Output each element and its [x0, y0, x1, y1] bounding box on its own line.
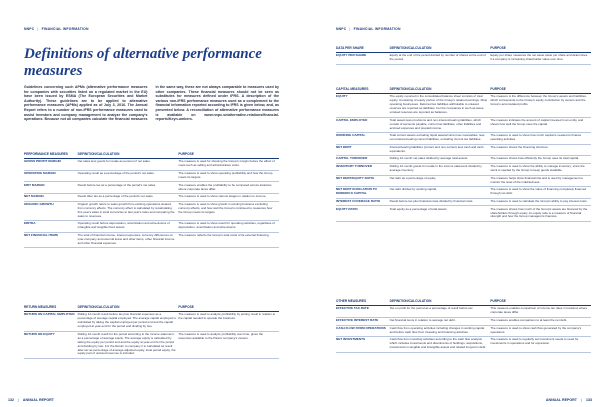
running-head-left — [24, 27, 89, 31]
column-header: DEFINITION/CALCULATION — [390, 87, 491, 94]
definition-cell: Result after tax as a percentage of the period's net sales. — [78, 194, 179, 202]
purpose-cell: The measure enables comparison to at least the net debt. — [490, 317, 591, 325]
measure-name: WORKING CAPITAL — [336, 133, 390, 145]
measure-name: EFFECTIVE INTEREST RATE — [336, 317, 390, 325]
return-measures-table — [24, 305, 279, 359]
definition-cell: Rolling 12-month net sales divided by average total assets. — [390, 156, 491, 164]
running-head-brand: NNPC — [24, 27, 35, 31]
purpose-cell: The measure is used to show how much capital is needed to finance operating activities. — [490, 133, 591, 145]
footer-separator: | — [580, 398, 582, 402]
purpose-cell: The measure is used to show result for operating activities, regardless of depreciation, amortization and write-downs. — [178, 221, 279, 233]
measure-name: RETURN ON CAPITAL EMPLOYED — [24, 312, 78, 331]
definition-cell: Result before tax plus financial costs divided by financial costs. — [390, 198, 491, 206]
column-header: PURPOSE — [490, 46, 591, 53]
table-header-row — [24, 152, 279, 159]
table-row — [336, 317, 591, 325]
table-row — [336, 337, 591, 353]
column-header: PERFORMANCE MEASURES — [24, 152, 78, 159]
table-row — [24, 182, 279, 194]
definition-cell: Organic growth refers to sales growth from existing operations cleared from currency effects. The currency effect is calculated by recalculating this year's sales in local currencies to last year's rates and comparing the sales to revenues. — [78, 201, 179, 220]
table-row — [336, 306, 591, 318]
purpose-cell: The measure is the difference between the Group's assets and liabilities, which corresponds to the Group's equity contribution by owners and the Group's accumulated profits. — [490, 94, 591, 117]
definition-cell: Operating result before depreciation, amortization and write-downs of intangible and tangible fixed assets. — [78, 221, 179, 233]
running-head-section: FINANCIAL INFORMATION — [41, 27, 89, 31]
capital-measures-table — [336, 87, 591, 222]
other-measures-table — [336, 299, 591, 353]
purpose-cell: The measure is used to show the ability to manage inventory; since the stock is needed by the Group to keep goods available. — [490, 163, 591, 175]
column-header: RETURN MEASURES — [24, 305, 78, 312]
footer-label: ANNUAL REPORT — [22, 398, 54, 402]
table-row — [336, 144, 591, 156]
measure-name: CASH FLOW FROM OPERATIONS — [336, 325, 390, 337]
table-row — [336, 53, 591, 65]
table-row — [24, 159, 279, 171]
table-row — [24, 331, 279, 358]
running-head-separator: | — [37, 27, 39, 31]
table-row — [336, 325, 591, 337]
table-row — [336, 175, 591, 187]
definition-cell: Result before tax as a percentage of the period's net sales. — [78, 182, 179, 194]
column-header: DEFINITION/CALCULATION — [390, 299, 491, 306]
measure-name: NET MARGIN — [24, 194, 78, 202]
measure-name: EQUITY — [336, 94, 390, 117]
measure-name: NET DEBT — [336, 144, 390, 156]
purpose-cell: The measure is used to show the value of financing completely financed through net debt. — [490, 187, 591, 199]
definition-cell: Tax on profit for the period as a percentage of result before tax. — [390, 306, 491, 318]
purpose-cell: The measure is used to analyze profitability by putting result in relation to the capital needed to operate the business. — [178, 312, 279, 331]
purpose-cell: The measure is used to show operating profitability and how the Group meets its targets. — [178, 170, 279, 182]
table-row — [336, 156, 591, 164]
table-row — [24, 232, 279, 248]
definition-cell: The total of financial income, interest expenses, currency differences on inter-company and external loans and other items, other financial income and other financial expenses. — [78, 232, 179, 248]
table-row — [336, 206, 591, 222]
purpose-cell: The measure is used to analyze profitability over time, given the resources available to the Parent company's owners. — [178, 331, 279, 358]
definition-cell: Equity at the end of the period divided by number of shares at the end of the period. — [390, 53, 491, 65]
purpose-cell: The measure is used to show growth in existing business excluding currency effects, and how well the Group's continued to measures how the Group meets its targets. — [178, 201, 279, 220]
purpose-cell: Equity per share measures the net asset value per share and determines if a company is increasing shareholder value over time. — [490, 53, 591, 65]
measure-name: CAPITAL EMPLOYED — [336, 117, 390, 133]
intro-paragraph: Guidelines concerning such APMs (alternative performance measures for companies with securities listed on a regulated market in the EU) have been issued by ESMA (The European Securities and Market Authority). These guidelines are to be applied to alternative performance measures (APMs) applied as of July 3, 2016. The Annual Report refers to a number of non-IFRS performance measures used to assist investors and company management to analyze the company's operations. Because not all companies calculate the financial measures in the same way, these are not always comparable to measures used by other companies. These financial measures should not be seen as substitutes for measures defined under IFRS. A description of the various non-IFRS performance measures used as a complement to the financial information reported according to IFRS is given below, and, as presented below. A reconciliation of alternative performance measures is available on www.nnpc.se/alternative-relations/financial-reports/Keyn-umbers. — [24, 85, 279, 122]
column-header: CAPITAL MEASURES — [336, 87, 390, 94]
table-row — [336, 163, 591, 175]
table-row — [24, 221, 279, 233]
measure-name: INVENTORY TURNOVER — [336, 163, 390, 175]
definition-cell: The equity reported in the consolidated balance sheet consists of total equity. Consisting of equity portion of the Group's retained earnings. Most operating businesses. Deferred tax liabilities attributable to untaxed reserves are reported as liabilities. For the companies in such as taxes, untaxed reserves are reported as balances. — [390, 94, 491, 117]
column-header: PURPOSE — [490, 299, 591, 306]
definition-cell: Cash flow from investing activities according to the cash flow analysis which includes investments and divestments of buildings, acquisitions, investments in tangible and intangible assets and related long-term debt. — [390, 337, 491, 353]
measure-name: EQUITY PER SHARE — [336, 53, 390, 65]
measure-name: NET INVESTMENTS — [336, 337, 390, 353]
column-header: DEFINITION/CALCULATION — [390, 46, 491, 53]
measure-name: EQUITY RATIO — [336, 206, 390, 222]
measure-name: EBITDA — [24, 221, 78, 233]
measure-name: OPERATING MARGIN — [24, 170, 78, 182]
table-row — [24, 194, 279, 202]
running-head-brand: NNPC — [336, 27, 347, 31]
measure-name: ORGANIC GROWTH — [24, 201, 78, 220]
column-header: PURPOSE — [490, 87, 591, 94]
purpose-cell: The measure shows how much of the Group's assets are financed by the shareholders through equity. An equity ratio is a measure of financial strength and how the Group manages its finances. — [490, 206, 591, 222]
column-header: PURPOSE — [178, 305, 279, 312]
purpose-cell: The measure is used to calculate the Group's ability to pay interest costs. — [490, 198, 591, 206]
purpose-cell: The measure indicates the amount of capital invested in an entity, and shows how well the Group uses the capital. — [490, 117, 591, 133]
footer-left — [8, 398, 54, 402]
table-row — [336, 198, 591, 206]
performance-measures-table — [24, 152, 279, 248]
table-header-row — [336, 46, 591, 53]
definition-cell: Net debt as a percentage of equity. — [390, 175, 491, 187]
column-header: OTHER MEASURES — [336, 299, 390, 306]
definition-cell: Total assets less provisions and non-interest-bearing liabilities, which consist of accounts payable, current tax liabilities, other liabilities and accrued expenses and prepaid income. — [390, 117, 491, 133]
measure-name: EBIT MARGIN — [24, 182, 78, 194]
footer-separator: | — [18, 398, 20, 402]
table-row — [24, 312, 279, 331]
table-row — [24, 170, 279, 182]
footer-page-number: 132 — [8, 398, 14, 402]
measure-name: GROSS PROFIT MARGIN — [24, 159, 78, 171]
table-row — [336, 117, 591, 133]
definition-cell: Net sales less goods for resale as percent of net sales. — [78, 159, 179, 171]
table-row — [336, 94, 591, 117]
table-header-row — [24, 305, 279, 312]
footer-label: ANNUAL REPORT — [545, 398, 577, 402]
purpose-cell: The measure is used for showing the Group's margin before the effect of costs such as selling and administrative costs. — [178, 159, 279, 171]
definition-cell: Rolling 12-month goods for resale in the income statement divided by average inventory. — [390, 163, 491, 175]
definition-cell: Rolling 12-month result for the period according to the income statement as a percentage of average equity. The average equity is calculated by taking the equity per period end and the equity at year-end for the period and dividing by two. For the Return to company it is calculated as result after tax as percentage of average adjusted equity, local period equity, the equity part of untaxed reserves is included. — [78, 331, 179, 358]
measure-name: NET FINANCIAL ITEMS — [24, 232, 78, 248]
purpose-cell: The measure is used to show cash flow generated by the company's operations. — [490, 325, 591, 337]
purpose-cell: The measure enables the profitability to be compared across locations where corporate taxes differ. — [178, 182, 279, 194]
definition-cell: Net debt divided by working capital. — [390, 187, 491, 199]
running-head-section: FINANCIAL INFORMATION — [353, 27, 401, 31]
measure-name: INTEREST COVERAGE RATIO — [336, 198, 390, 206]
column-header: DEFINITION/CALCULATION — [78, 305, 179, 312]
table-row — [24, 201, 279, 220]
definition-cell: Total equity as a percentage of total assets. — [390, 206, 491, 222]
measure-name: CAPITAL TURNOVER — [336, 156, 390, 164]
footer-right — [546, 398, 592, 402]
running-head-right — [336, 27, 401, 31]
running-head-separator: | — [349, 27, 351, 31]
purpose-cell: The measure is used to show various stages in relation to income. — [178, 194, 279, 202]
definition-cell: Net financial items in relation to average net debt. — [390, 317, 491, 325]
table-header-row — [336, 299, 591, 306]
table-header-row — [336, 87, 591, 94]
purpose-cell: The measure shows the financing structure. — [490, 144, 591, 156]
table-row — [336, 187, 591, 199]
measure-name: NET DEBT IN RELATION TO MODERN D CAPITAL — [336, 187, 390, 199]
data-per-share-table — [336, 46, 591, 65]
purpose-cell: The measure shows how efficiently the Group uses its total capital. — [490, 156, 591, 164]
column-header: DEFINITION/CALCULATION — [78, 152, 179, 159]
purpose-cell: This measure enables comparison of income tax rates in locations where corporate taxes differ. — [490, 306, 591, 318]
column-header: DATA PER SHARE — [336, 46, 390, 53]
definition-cell: Rolling 12-month result before tax plus financial expenses as a percentage of average capital employed. The average capital employed is calculated by taking the capital employed per period end and the capital employed at year-end for the period and dividing by two. — [78, 312, 179, 331]
page-title: Definitions of alternative performance measures — [24, 46, 262, 79]
purpose-cell: The measure is used to regularly set investment needs to need for investments in operations and for expansion. — [490, 337, 591, 353]
purpose-cell: The measure helps show financial risk and is used by management to monitor the level of the indebtedness. — [490, 175, 591, 187]
purpose-cell: The measure reflects the Group's total costs of its external financing. — [178, 232, 279, 248]
measure-name: RETURN ON EQUITY — [24, 331, 78, 358]
definition-cell: Operating result as a percentage of the period's net sales. — [78, 170, 179, 182]
table-row — [336, 133, 591, 145]
footer-page-number: 133 — [586, 398, 592, 402]
definition-cell: Cash flow from operating activities including changes in working capital and before cash flow from investing and financing activities. — [390, 325, 491, 337]
definition-cell: Interest-bearing liabilities (current and non-current) less cash and cash equivalents. — [390, 144, 491, 156]
measure-name: EFFECTIVE TAX RATE — [336, 306, 390, 318]
definition-cell: Total current assets excluding liquid assets/current tax receivables, less non-interest-bearing current liabilities, excluding current tax liabilities. — [390, 133, 491, 145]
measure-name: NET DEBT/EQUITY RATIO — [336, 175, 390, 187]
column-header: PURPOSE — [178, 152, 279, 159]
